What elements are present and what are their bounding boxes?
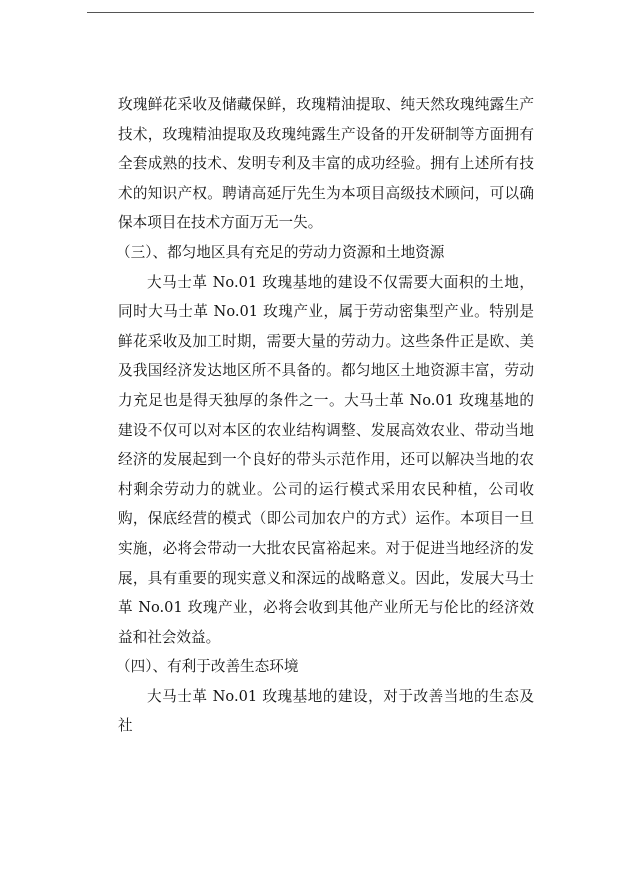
document-body — [118, 90, 534, 741]
section-heading-ecology: （四）、有利于改善生态环境 — [116, 658, 299, 676]
header-rule — [87, 12, 534, 13]
paragraph-labor-land: 大马士革 No.01 玫瑰基地的建设不仅需要大面积的土地，同时大马士革 No.01 玫瑰产业，属于劳动密集型产业。特别是鲜花采收及加工时期，需要大量的劳动力。这些条件正是欧、美及我国经济发达地区所不具备的。都匀地区土地资源丰富，劳动力充足也是得天独厚的条件之一。大马士革 No.01 玫瑰基地的建设不仅可以对本区的农业结构调整、发展高效农业、带动当地经济的发展起到一个良好的带头示范作用，还可以解决当地的农村剩余劳动力的就业。公司的运行模式采用农民种植，公司收购，保底经营的模式（即公司加农户的方式）运作。本项目一旦实施，必将会带动一大批农民富裕起来。对于促进当地经济的发展，具有重要的现实意义和深远的战略意义。因此，发展大马士革 No.01 玫瑰产业，必将会收到其他产业所无与伦比的经济效益和社会效益。 — [118, 273, 534, 646]
paragraph-ecology: 大马士革 No.01 玫瑰基地的建设，对于改善当地的生态及社 — [118, 687, 534, 735]
section-heading-labor-land: （三）、都匀地区具有充足的劳动力资源和土地资源 — [116, 243, 445, 261]
paragraph-technical-expertise: 玫瑰鲜花采收及储藏保鲜，玫瑰精油提取、纯天然玫瑰纯露生产技术，玫瑰精油提取及玫瑰纯露生产设备的开发研制等方面拥有全套成熟的技术、发明专利及丰富的成功经验。拥有上述所有技术的知识产权。聘请高延厅先生为本项目高级技术顾问，可以确保本项目在技术方面万无一失。 — [118, 96, 534, 232]
